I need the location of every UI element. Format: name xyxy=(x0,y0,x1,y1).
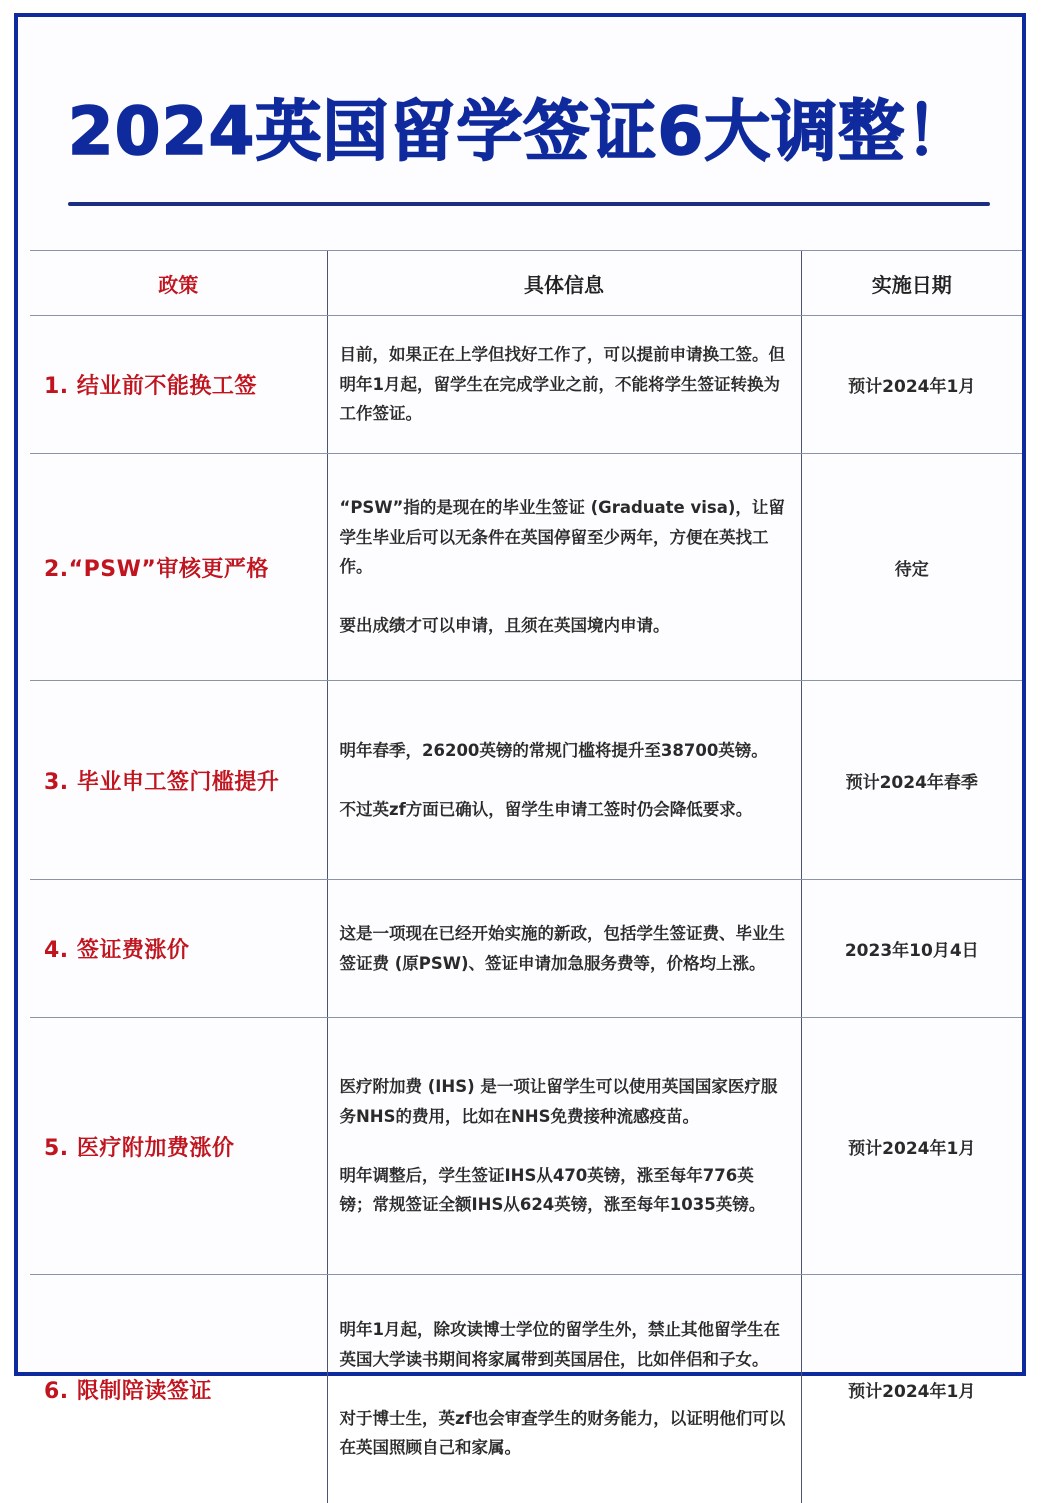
policy-details xyxy=(327,316,801,454)
title-divider xyxy=(68,202,990,206)
table-row xyxy=(30,454,1022,681)
detail-paragraph: 目前，如果正在上学但找好工作了，可以提前申请换工签。但明年1月起，留学生在完成学业之前，不能将学生签证转换为工作签证。 xyxy=(340,340,787,429)
table-row xyxy=(30,1275,1022,1503)
table-row xyxy=(30,1018,1022,1275)
policy-details xyxy=(327,880,801,1018)
detail-paragraph: “PSW”指的是现在的毕业生签证 (Graduate visa)，让留学生毕业后可以无条件在英国停留至少两年，方便在英找工作。 xyxy=(340,493,787,582)
detail-paragraph: 对于博士生，英zf也会审查学生的财务能力，以证明他们可以在英国照顾自己和家属。 xyxy=(340,1404,787,1463)
detail-paragraph: 医疗附加费 (IHS) 是一项让留学生可以使用英国国家医疗服务NHS的费用，比如在NHS免费接种流感疫苗。 xyxy=(340,1072,787,1131)
policy-details xyxy=(327,1018,801,1275)
policy-details xyxy=(327,681,801,880)
detail-paragraph: 要出成绩才可以申请，且须在英国境内申请。 xyxy=(340,611,787,641)
policy-table xyxy=(30,250,1022,1503)
header-date: 实施日期 xyxy=(801,251,1022,316)
policy-details xyxy=(327,454,801,681)
policy-date: 预计2024年1月 xyxy=(801,1018,1022,1275)
page-title: 2024英国留学签证6大调整！ xyxy=(18,87,1022,177)
policy-name: 6. 限制陪读签证 xyxy=(30,1275,327,1503)
policy-name: 2.“PSW”审核更严格 xyxy=(30,454,327,681)
header-policy: 政策 xyxy=(30,251,327,316)
policy-date: 待定 xyxy=(801,454,1022,681)
policy-date: 2023年10月4日 xyxy=(801,880,1022,1018)
detail-paragraph: 明年1月起，除攻读博士学位的留学生外，禁止其他留学生在英国大学读书期间将家属带到英国居住，比如伴侣和子女。 xyxy=(340,1315,787,1374)
policy-name: 1. 结业前不能换工签 xyxy=(30,316,327,454)
detail-paragraph: 明年调整后，学生签证IHS从470英镑，涨至每年776英镑；常规签证全额IHS从624英镑，涨至每年1035英镑。 xyxy=(340,1161,787,1220)
poster-frame xyxy=(14,13,1026,1376)
policy-name: 4. 签证费涨价 xyxy=(30,880,327,1018)
table-row xyxy=(30,880,1022,1018)
policy-date: 预计2024年春季 xyxy=(801,681,1022,880)
table-row xyxy=(30,316,1022,454)
policy-date: 预计2024年1月 xyxy=(801,1275,1022,1503)
policy-name: 3. 毕业申工签门槛提升 xyxy=(30,681,327,880)
policy-details xyxy=(327,1275,801,1503)
policy-name: 5. 医疗附加费涨价 xyxy=(30,1018,327,1275)
detail-paragraph: 不过英zf方面已确认，留学生申请工签时仍会降低要求。 xyxy=(340,795,787,825)
header-details: 具体信息 xyxy=(327,251,801,316)
detail-paragraph: 明年春季，26200英镑的常规门槛将提升至38700英镑。 xyxy=(340,736,787,766)
policy-date: 预计2024年1月 xyxy=(801,316,1022,454)
detail-paragraph: 这是一项现在已经开始实施的新政，包括学生签证费、毕业生签证费 (原PSW)、签证申请加急服务费等，价格均上涨。 xyxy=(340,919,787,978)
table-row xyxy=(30,681,1022,880)
table-header-row xyxy=(30,251,1022,316)
